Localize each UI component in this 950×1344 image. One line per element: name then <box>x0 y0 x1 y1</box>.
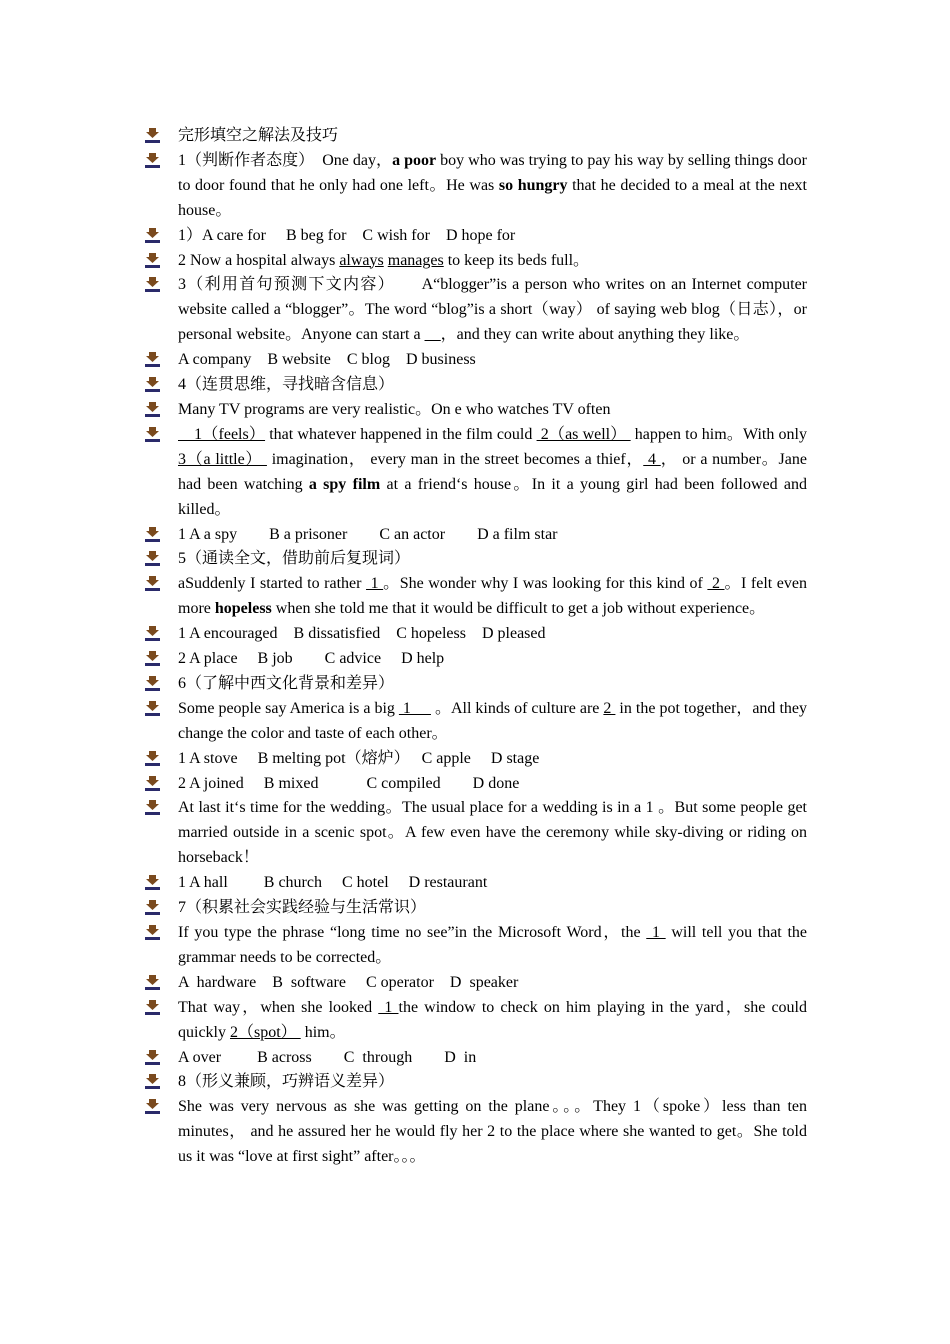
arrow-down-bar-icon <box>145 427 160 442</box>
arrow-down-bar-icon <box>145 228 160 243</box>
list-item: 完形填空之解法及技巧 <box>145 124 807 149</box>
arrow-down-bar-icon <box>145 277 160 292</box>
list-item: 3（利用首句预测下文内容） A“blogger”is a person who writes on an Internet computer website called a “blogger”。The word “blog”is a short（way） of saying web blog（日志），or personal website。Anyone can start a __，and they can write about anything they like。 <box>145 273 807 348</box>
list-item: 5（通读全文，借助前后复现词） <box>145 547 807 572</box>
list-item: 1 A a spy B a prisoner C an actor D a film star <box>145 523 807 548</box>
list-item: She was very nervous as she was getting on the plane。。。They 1（spoke）less than ten minutes， and he assured her he would fly her 2 to the place where she wanted to get。She told us it was “love at first sight” after。。。 <box>145 1095 807 1170</box>
list-item: At last it‘s time for the wedding。The usual place for a wedding is in a 1 。But some people get married outside in a scenic spot。A few even have the ceremony while sky-diving or riding on horseback！ <box>145 796 807 871</box>
list-item: 1（判断作者态度） One day，a poor boy who was trying to pay his way by selling things door to door found that he only had one left。He was so hungry that he decided to a meal at the next house。 <box>145 149 807 224</box>
arrow-down-bar-icon <box>145 925 160 940</box>
list-item: Some people say America is a big 1 。All kinds of culture are 2 in the pot together，and they change the color and taste of each other。 <box>145 697 807 747</box>
arrow-down-bar-icon <box>145 1074 160 1089</box>
list-item: 1（feels） that whatever happened in the film could 2（as well） happen to him。With only 3（a little） imagination， every man in the street becomes a thief， 4 ， or a number。Jane had been watching a spy film at a friend‘s house。In it a young girl had been followed and killed。 <box>145 423 807 523</box>
arrow-down-bar-icon <box>145 800 160 815</box>
arrow-down-bar-icon <box>145 975 160 990</box>
arrow-down-bar-icon <box>145 1050 160 1065</box>
blank: 1（feels） <box>178 425 266 443</box>
list-item: Many TV programs are very realistic。On e who watches TV often <box>145 398 807 423</box>
arrow-down-bar-icon <box>145 377 160 392</box>
arrow-down-bar-icon <box>145 527 160 542</box>
blank: 1 <box>366 575 384 593</box>
blank: 1 <box>378 998 399 1016</box>
list-item: A company B website C blog D business <box>145 348 807 373</box>
blank: 2 <box>707 575 725 593</box>
arrow-down-bar-icon <box>145 900 160 915</box>
list-item: That way，when she looked 1 the window to check on him playing in the yard，she could quickly 2（spot） him。 <box>145 996 807 1046</box>
arrow-down-bar-icon <box>145 352 160 367</box>
arrow-down-bar-icon <box>145 153 160 168</box>
list-item: 1）A care for B beg for C wish for D hope for <box>145 224 807 249</box>
arrow-down-bar-icon <box>145 651 160 666</box>
list-item: A hardware B software C operator D speaker <box>145 971 807 996</box>
list-item: 1 A stove B melting pot（熔炉） C apple D stage <box>145 747 807 772</box>
arrow-down-bar-icon <box>145 626 160 641</box>
arrow-down-bar-icon <box>145 128 160 143</box>
blank: 2 <box>603 699 616 717</box>
bullet-list <box>145 124 807 1170</box>
list-item: 2 A joined B mixed C compiled D done <box>145 772 807 797</box>
arrow-down-bar-icon <box>145 402 160 417</box>
list-item: 8（形义兼顾，巧辨语义差异） <box>145 1070 807 1095</box>
list-item: 2 Now a hospital always always manages to keep its beds full。 <box>145 249 807 274</box>
blank: 2（as well） <box>536 425 631 443</box>
blank: 1 <box>398 699 431 717</box>
blank: 3（a little） <box>178 450 267 468</box>
list-item: If you type the phrase “long time no see”in the Microsoft Word，the 1 will tell you that the grammar needs to be corrected。 <box>145 921 807 971</box>
list-item: A over B across C through D in <box>145 1046 807 1071</box>
arrow-down-bar-icon <box>145 551 160 566</box>
list-item: 1 A encouraged B dissatisfied C hopeless D pleased <box>145 622 807 647</box>
list-item: 2 A place B job C advice D help <box>145 647 807 672</box>
arrow-down-bar-icon <box>145 776 160 791</box>
blank: 2（spot） <box>230 1023 301 1041</box>
arrow-down-bar-icon <box>145 701 160 716</box>
list-item: aSuddenly I started to rather 1 。She wonder why I was looking for this kind of 2 。I felt even more hopeless when she told me that it would be difficult to get a job without experience。 <box>145 572 807 622</box>
blank: 4 <box>643 450 661 468</box>
arrow-down-bar-icon <box>145 676 160 691</box>
arrow-down-bar-icon <box>145 1000 160 1015</box>
arrow-down-bar-icon <box>145 751 160 766</box>
arrow-down-bar-icon <box>145 1099 160 1114</box>
arrow-down-bar-icon <box>145 875 160 890</box>
list-item: 1 A hall B church C hotel D restaurant <box>145 871 807 896</box>
list-item: 7（积累社会实践经验与生活常识） <box>145 896 807 921</box>
list-item: 4（连贯思维，寻找暗含信息） <box>145 373 807 398</box>
arrow-down-bar-icon <box>145 576 160 591</box>
list-item: 6（了解中西文化背景和差异） <box>145 672 807 697</box>
blank: __ <box>424 326 441 344</box>
blank: 1 <box>646 924 666 941</box>
arrow-down-bar-icon <box>145 253 160 268</box>
